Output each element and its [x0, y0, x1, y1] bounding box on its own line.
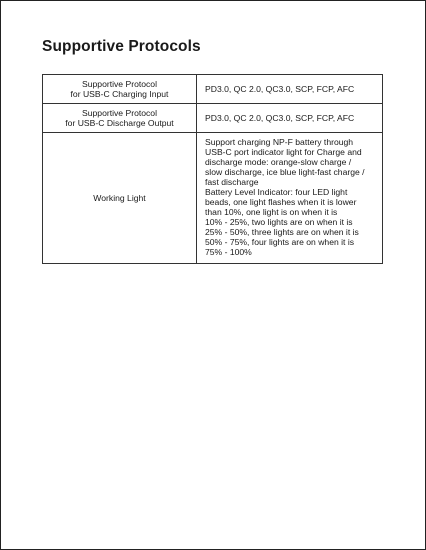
table-row	[43, 133, 383, 264]
value-line: 10% - 25%, two lights are on when it is	[205, 217, 353, 227]
value-line: than 10%, one light is on when it is	[205, 207, 338, 217]
value-line: fast discharge	[205, 177, 259, 187]
label-line: Supportive Protocol	[82, 108, 157, 118]
value-line: 75% - 100%	[205, 247, 252, 257]
value-line: PD3.0, QC 2.0, QC3.0, SCP, FCP, AFC	[205, 84, 355, 94]
value-line: 50% - 75%, four lights are on when it is	[205, 237, 355, 247]
row-label	[43, 104, 197, 133]
row-value	[197, 133, 383, 264]
label-line: Supportive Protocol	[82, 79, 157, 89]
row-label	[43, 75, 197, 104]
value-line: Support charging NP-F battery through	[205, 137, 354, 147]
value-line: discharge mode: orange-slow charge /	[205, 157, 352, 167]
row-value	[197, 104, 383, 133]
table-row	[43, 104, 383, 133]
value-line: slow discharge, ice blue light-fast charge /	[205, 167, 365, 177]
label-line: for USB-C Discharge Output	[65, 118, 174, 128]
value-line: Battery Level Indicator: four LED light	[205, 187, 348, 197]
label-line: for USB-C Charging Input	[70, 89, 169, 99]
value-line: beads, one light flashes when it is lower	[205, 197, 357, 207]
value-line: USB-C port indicator light for Charge and	[205, 147, 362, 157]
row-value	[197, 75, 383, 104]
row-label	[43, 133, 197, 264]
value-line: 25% - 50%, three lights are on when it is	[205, 227, 359, 237]
section-title: Supportive Protocols	[42, 38, 201, 55]
table-row	[43, 75, 383, 104]
value-line: PD3.0, QC 2.0, QC3.0, SCP, FCP, AFC	[205, 113, 355, 123]
label-line: Working Light	[93, 193, 146, 203]
protocols-table	[42, 74, 383, 264]
